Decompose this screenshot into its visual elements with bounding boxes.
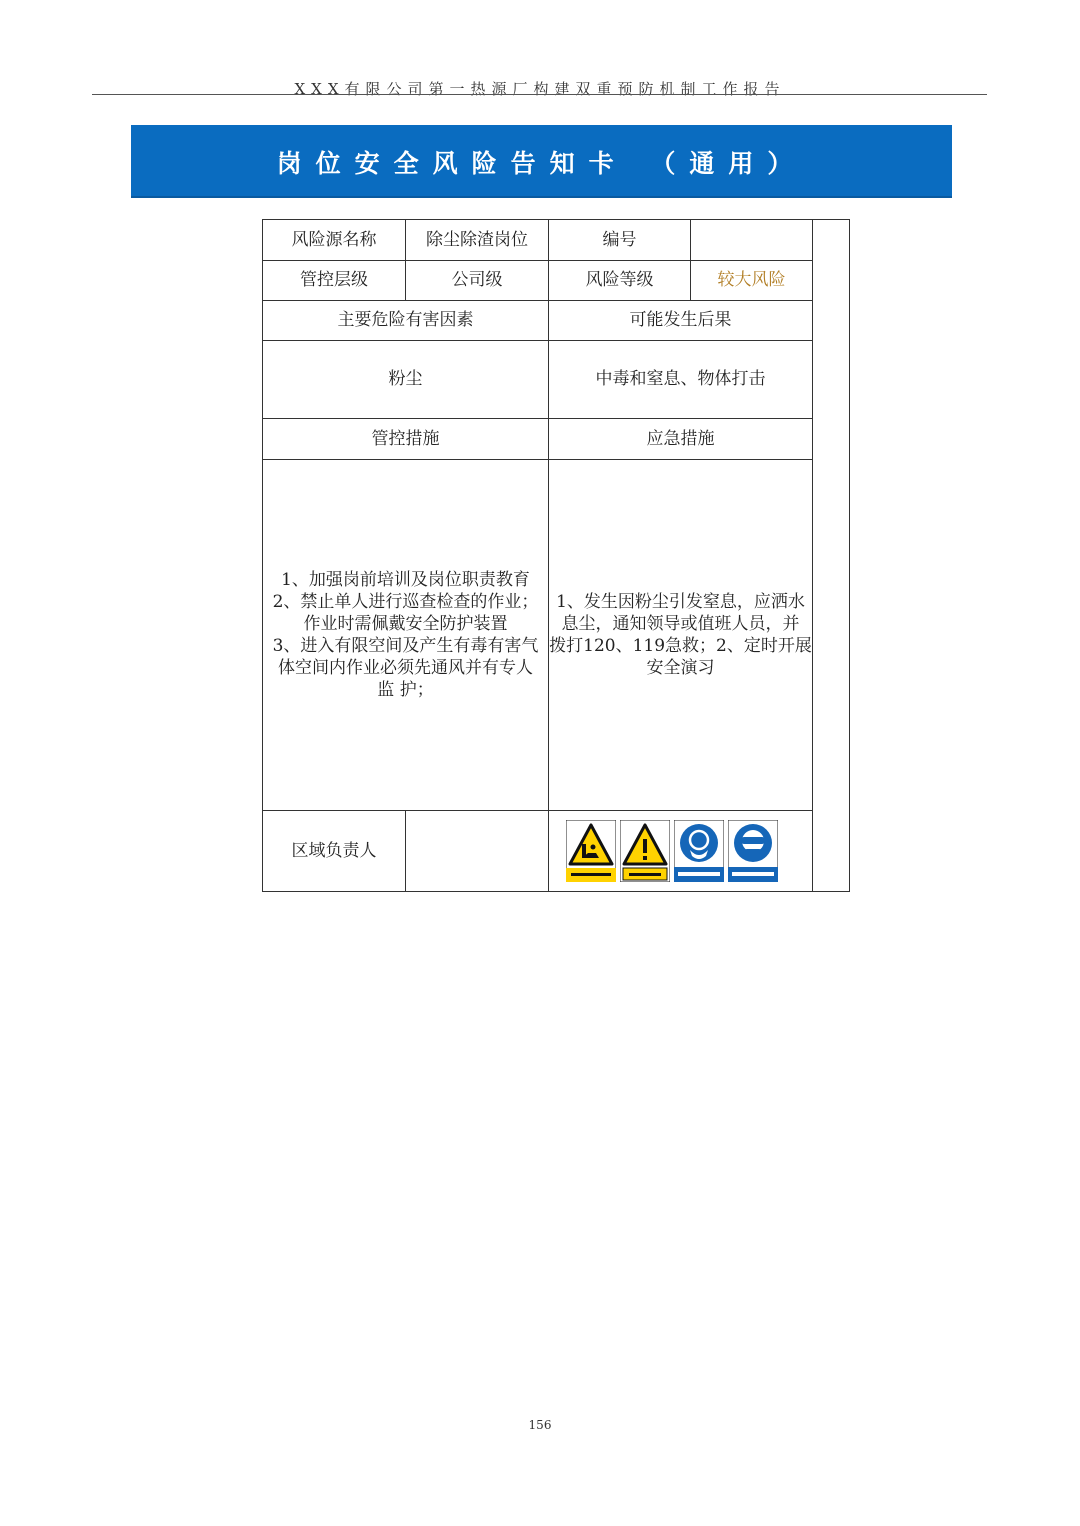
control-level-value: 公司级	[406, 261, 549, 301]
card-banner-title: 岗位安全风险告知卡 （通用）	[276, 148, 807, 178]
table-row	[263, 301, 850, 341]
blank-right-column	[813, 220, 850, 892]
table-row	[263, 220, 850, 261]
card-banner	[131, 125, 952, 198]
risk-source-value: 除尘除渣岗位	[406, 220, 549, 261]
safety-signs-cell	[549, 811, 813, 892]
wear-goggles-sign-icon	[728, 820, 778, 882]
risk-notice-card-table	[262, 219, 850, 892]
page-number: 156	[528, 1418, 552, 1432]
caution-fall-sign-icon	[566, 820, 616, 882]
table-row	[263, 261, 850, 301]
area-responsible-value	[406, 811, 549, 892]
table-row	[263, 460, 850, 811]
hazard-factors-value: 粉尘	[263, 341, 549, 419]
emergency-measures-label: 应急措施	[549, 419, 813, 460]
caution-dust-sign-icon	[620, 820, 670, 882]
safety-signs-group	[549, 820, 812, 882]
code-value	[691, 220, 813, 261]
hazard-factors-label: 主要危险有害因素	[263, 301, 549, 341]
wear-dust-mask-sign-icon	[674, 820, 724, 882]
consequence-label: 可能发生后果	[549, 301, 813, 341]
table-row	[263, 341, 850, 419]
code-label: 编号	[549, 220, 691, 261]
area-responsible-label: 区域负责人	[263, 811, 406, 892]
risk-level-value: 较大风险	[691, 261, 813, 301]
risk-source-label: 风险源名称	[263, 220, 406, 261]
risk-level-label: 风险等级	[549, 261, 691, 301]
table-row	[263, 419, 850, 460]
report-header-title: XXX有限公司第一热源厂构建双重预防机制工作报告	[294, 80, 786, 98]
table-row	[263, 811, 850, 892]
control-level-label: 管控层级	[263, 261, 406, 301]
control-measures-label: 管控措施	[263, 419, 549, 460]
control-measures-text: 1、加强岗前培训及岗位职责教育 2、禁止单人进行巡查检查的作业； 作业时需佩戴安全防护装置 3、进入有限空间及产生有毒有害气 体空间内作业必须先通风并有专人 监 护；	[263, 460, 549, 811]
header-divider	[92, 94, 987, 95]
emergency-measures-text: 1、发生因粉尘引发窒息，应洒水 息尘，通知领导或值班人员，并 拨打120、119急救；2、定时开展 安全演习	[549, 460, 813, 811]
consequence-value: 中毒和窒息、物体打击	[549, 341, 813, 419]
